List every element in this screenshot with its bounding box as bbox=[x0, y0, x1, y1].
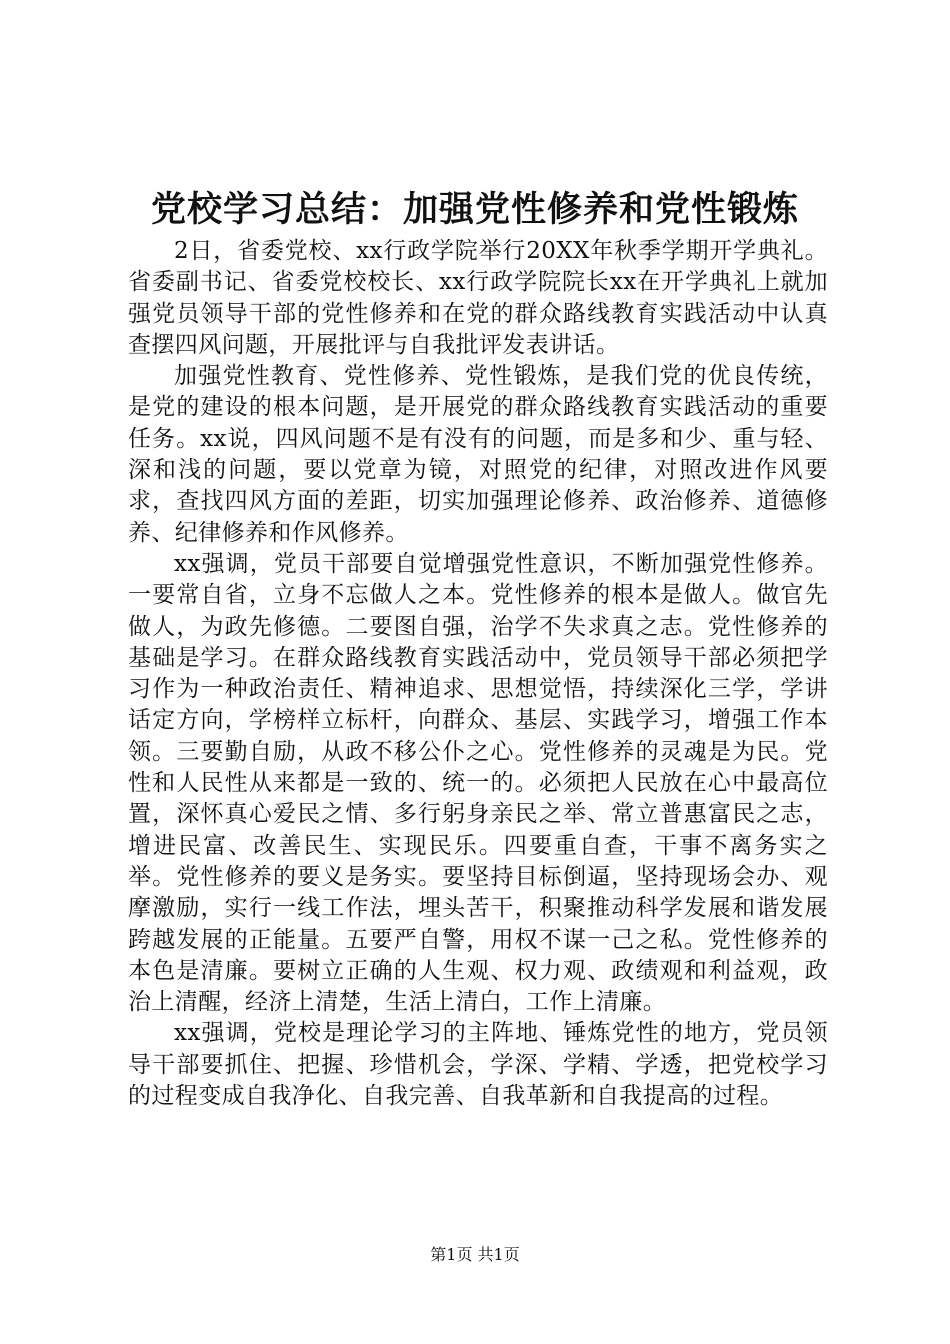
paragraph-3: xx强调，党员干部要自觉增强党性意识，不断加强党性修养。一要常自省，立身不忘做人之本。党性修养的根本是做人。做官先做人，为政先修德。二要图自强，治学不失求真之志。党性修养的基础是学习。在群众路线教育实践活动中，党员领导干部必须把学习作为一种政治责任、精神追求、思想觉悟，持续深化三学，学讲话定方向，学榜样立标杆，向群众、基层、实践学习，增强工作本领。三要勤自励，从政不移公仆之心。党性修养的灵魂是为民。党性和人民性从来都是一致的、统一的。必须把人民放在心中最高位置，深怀真心爱民之情、多行躬身亲民之举、常立普惠富民之志，增进民富、改善民生、实现民乐。四要重自查，干事不离务实之举。党性修养的要义是务实。要坚持目标倒逼，坚持现场会办、观摩激励，实行一线工作法，埋头苦干，积聚推动科学发展和谐发展跨越发展的正能量。五要严自警，用权不谋一己之私。党性修养的本色是清廉。要树立正确的人生观、权力观、政绩观和利益观，政治上清醒，经济上清楚，生活上清白，工作上清廉。 bbox=[128, 550, 828, 1016]
document-body bbox=[128, 236, 828, 1112]
paragraph-2: 加强党性教育、党性修养、党性锻炼，是我们党的优良传统，是党的建设的根本问题，是开展党的群众路线教育实践活动的重要任务。xx说，四风问题不是有没有的问题，而是多和少、重与轻、深和浅的问题，要以党章为镜，对照党的纪律，对照改进作风要求，查找四风方面的差距，切实加强理论修养、政治修养、道德修养、纪律修养和作风修养。 bbox=[128, 363, 828, 546]
page-number-footer: 第1页 共1页 bbox=[430, 1245, 520, 1264]
document-title: 党校学习总结：加强党性修养和党性锻炼 bbox=[150, 189, 799, 230]
paragraph-4: xx强调，党校是理论学习的主阵地、锤炼党性的地方，党员领导干部要抓住、把握、珍惜机会，学深、学精、学透，把党校学习的过程变成自我净化、自我完善、自我革新和自我提高的过程。 bbox=[128, 1020, 828, 1110]
paragraph-1: 2日，省委党校、xx行政学院举行20XX年秋季学期开学典礼。省委副书记、省委党校校长、xx行政学院院长xx在开学典礼上就加强党员领导干部的党性修养和在党的群众路线教育实践活动中认真查摆四风问题，开展批评与自我批评发表讲话。 bbox=[128, 238, 828, 358]
